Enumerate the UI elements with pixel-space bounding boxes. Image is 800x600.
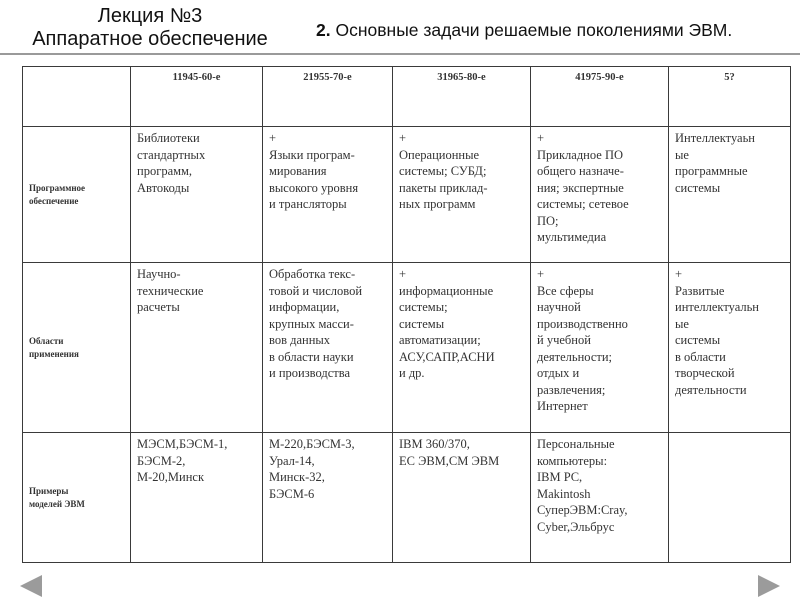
corner-cell	[23, 67, 131, 127]
table-row	[23, 433, 791, 563]
lecture-title	[20, 5, 280, 51]
table-row	[23, 127, 791, 263]
column-header: 31965-80-е	[393, 67, 531, 127]
column-header: 5?	[669, 67, 791, 127]
table-cell: Персональные компьютеры: IBM PC, Makintosh СуперЭВМ:Cray, Cyber,Эльбрус	[531, 433, 669, 563]
next-slide-arrow-icon[interactable]	[758, 575, 780, 597]
header-divider	[0, 53, 800, 55]
row-header: Области применения	[23, 263, 131, 433]
table-cell: МЭСМ,БЭСМ-1, БЭСМ-2, М-20,Минск	[131, 433, 263, 563]
column-header: 21955-70-е	[263, 67, 393, 127]
table-cell: + Языки програм- мирования высокого уровня и трансляторы	[263, 127, 393, 263]
slide-title	[316, 20, 732, 41]
table-cell: М-220,БЭСМ-3, Урал-14, Минск-32, БЭСМ-6	[263, 433, 393, 563]
table-row	[23, 263, 791, 433]
table-cell: + информационные системы; системы автоматизации; АСУ,САПР,АСНИ и др.	[393, 263, 531, 433]
previous-slide-arrow-icon[interactable]	[20, 575, 42, 597]
row-header: Программное обеспечение	[23, 127, 131, 263]
lecture-topic: Аппаратное обеспечение	[32, 28, 268, 50]
table-cell: + Все сферы научной производственно й учебной деятельности; отдых и развлечения; Интернет	[531, 263, 669, 433]
table-cell: + Прикладное ПО общего назначе- ния; экспертные системы; сетевое ПО; мультимедиа	[531, 127, 669, 263]
slide-number: 2.	[316, 20, 331, 40]
row-header: Примеры моделей ЭВМ	[23, 433, 131, 563]
table-header-row	[23, 67, 791, 127]
generations-table	[22, 66, 791, 563]
column-header: 41975-90-е	[531, 67, 669, 127]
table-cell: + Развитые интеллектуальн ые системы в области творческой деятельности	[669, 263, 791, 433]
table-cell: + Операционные системы; СУБД; пакеты приклад- ных программ	[393, 127, 531, 263]
table-cell: Интеллектуаьн ые программные системы	[669, 127, 791, 263]
table-cell: Библиотеки стандартных программ, Автокоды	[131, 127, 263, 263]
lecture-number: Лекция №3	[97, 5, 203, 27]
table-cell: IBM 360/370, ЕС ЭВМ,СМ ЭВМ	[393, 433, 531, 563]
slide-title-text: Основные задачи решаемые поколениями ЭВМ.	[335, 20, 733, 40]
column-header: 11945-60-е	[131, 67, 263, 127]
table-cell: Обработка текс- товой и числовой информации, крупных масси- вов данных в области науки и производства	[263, 263, 393, 433]
table-cell: Научно- технические расчеты	[131, 263, 263, 433]
table-cell	[669, 433, 791, 563]
